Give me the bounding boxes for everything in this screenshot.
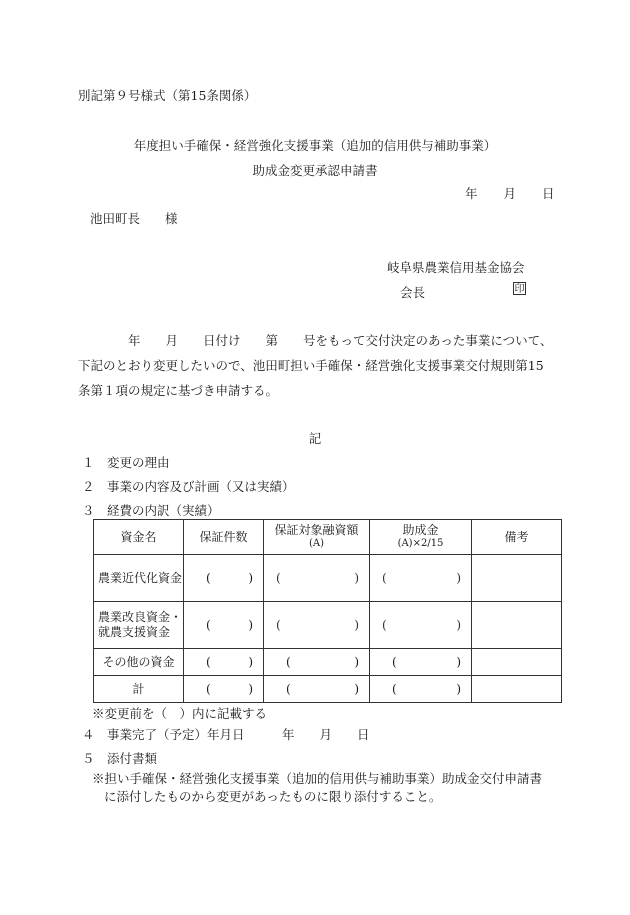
applicant-organization: 岐阜県農業信用基金協会 — [387, 260, 525, 275]
item-completion-date: ４ 事業完了（予定）年月日 年 月 日 — [82, 727, 370, 742]
seal-mark: 印 — [514, 284, 525, 295]
header-guaranteed-loan-amount — [264, 520, 370, 555]
row-fund-name: 農業改良資金・就農支援資金 — [94, 602, 184, 649]
date-month: 月 — [503, 186, 517, 201]
date-year: 年 — [465, 186, 478, 201]
row-fund-name: 農業近代化資金 — [94, 555, 184, 602]
table-row — [94, 602, 562, 649]
date-day: 日 — [542, 186, 555, 201]
item-attachments: ５ 添付書類 — [82, 751, 158, 766]
cell-subsidy: ( ) — [370, 649, 472, 676]
cell-count: ( ) — [184, 555, 264, 602]
header-subsidy-label: 助成金 — [402, 523, 439, 537]
document-subtitle: 助成金変更承認申請書 — [252, 163, 378, 178]
cell-subsidy: ( ) — [370, 602, 472, 649]
item-cost-breakdown: ３ 経費の内訳（実績） — [82, 503, 220, 518]
cell-count: ( ) — [184, 649, 264, 676]
table-row — [94, 676, 562, 703]
cell-amount: ( ) — [264, 649, 370, 676]
addressee: 池田町長 様 — [90, 211, 178, 226]
cell-amount: ( ) — [264, 555, 370, 602]
cost-breakdown-table — [93, 519, 562, 703]
ki-heading: 記 — [308, 431, 322, 446]
form-number: 別記第９号様式（第15条関係） — [78, 88, 257, 103]
cell-amount: ( ) — [264, 602, 370, 649]
body-text-line-3: 条第１項の規定に基づき申請する。 — [78, 383, 279, 398]
cell-remarks — [472, 676, 562, 703]
cell-count: ( ) — [184, 602, 264, 649]
applicant-title: 会長 — [400, 285, 426, 300]
cell-count: ( ) — [184, 676, 264, 703]
header-fund-name: 資金名 — [94, 520, 184, 555]
cell-amount: ( ) — [264, 676, 370, 703]
item-change-reason: １ 変更の理由 — [82, 455, 170, 470]
header-amount-label: 保証対象融資額 — [274, 523, 359, 537]
table-row — [94, 555, 562, 602]
header-amount-sub: (A) — [308, 538, 325, 549]
item-project-content: ２ 事業の内容及び計画（又は実績） — [82, 479, 295, 494]
row-fund-name: 計 — [94, 676, 184, 703]
body-text-line-1: 年 月 日付け 第 号をもって交付決定のあった事業について、 — [128, 333, 553, 348]
table-header-row — [94, 520, 562, 555]
attachment-note-line-1: ※担い手確保・経営強化支援事業（追加的信用供与補助事業）助成金交付申請書 — [92, 771, 543, 786]
attachment-note-line-2: に添付したものから変更があったものに限り添付すること。 — [104, 789, 442, 804]
document-title: 年度担い手確保・経営強化支援事業（追加的信用供与補助事業） — [133, 138, 497, 153]
date-line — [465, 184, 555, 202]
cell-remarks — [472, 649, 562, 676]
cell-subsidy: ( ) — [370, 555, 472, 602]
cell-remarks — [472, 555, 562, 602]
header-remarks: 備考 — [472, 520, 562, 555]
cell-subsidy: ( ) — [370, 676, 472, 703]
table-row — [94, 649, 562, 676]
row-fund-name: その他の資金 — [94, 649, 184, 676]
table-note: ※変更前を（ ）内に記載する — [92, 706, 268, 721]
header-subsidy-sub: (A)×2/15 — [397, 538, 444, 549]
cell-remarks — [472, 602, 562, 649]
header-subsidy — [370, 520, 472, 555]
header-guarantee-count: 保証件数 — [184, 520, 264, 555]
body-text-line-2: 下記のとおり変更したいので、池田町担い手確保・経営強化支援事業交付規則第15 — [78, 358, 544, 373]
